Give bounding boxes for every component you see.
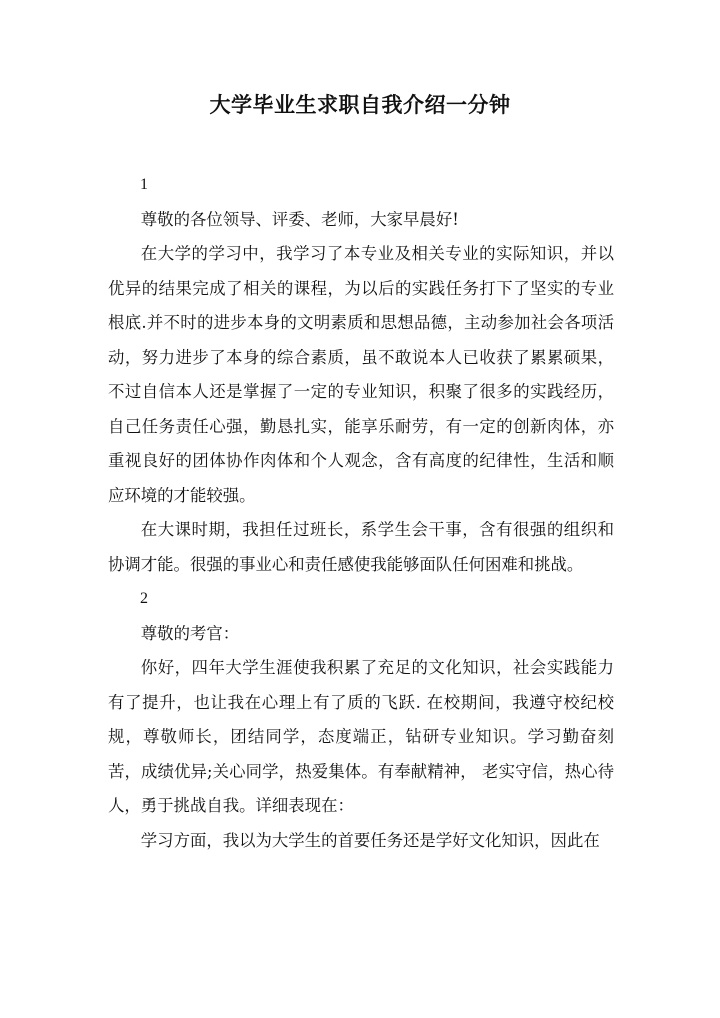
- study-paragraph: 在大学的学习中，我学习了本专业及相关专业的实际知识，并以优异的结果完成了相关的课程，为以后的实践任务打下了坚实的专业根底.并不时的进步本身的文明素质和思想品德，主动参加社会各项活动，努力进步了本身的综合素质，虽不敢说本人已收获了累累硕果，不过自信本人还是掌握了一定的专业知识，积聚了很多的实践经历，自己任务责任心强，勤恳扎实，能享乐耐劳，有一定的创新肉体，亦重视良好的团体协作肉体和个人观念，含有高度的纪律性，生活和顺应环境的才能较强。: [108, 244, 614, 505]
- document-body: [108, 168, 614, 858]
- university-summary-paragraph: 你好，四年大学生涯使我积累了充足的文化知识，社会实践能力有了提升，也让我在心理上有了质的飞跃. 在校期间，我遵守校纪校规，尊敬师长，团结同学，态度端正，钻研专业知识。学习勤奋刻苦，成绩优异;关心同学，热爱集体。有奉献精神， 老实守信，热心待人，勇于挑战自我。详细表现在：: [108, 658, 614, 815]
- leadership-paragraph: 在大课时期，我担任过班长，系学生会干事，含有很强的组织和协调才能。很强的事业心和责任感使我能够面队任何困难和挑战。: [108, 520, 614, 574]
- greeting-paragraph: 尊敬的各位领导、评委、老师，大家早晨好!: [140, 209, 459, 229]
- document-title: 大学毕业生求职自我介绍一分钟: [209, 92, 511, 117]
- section-number: 1: [140, 176, 148, 193]
- section-number: 2: [140, 590, 148, 607]
- examiner-greeting-paragraph: 尊敬的考官：: [140, 623, 240, 643]
- study-aspect-paragraph: 学习方面，我以为大学生的首要任务还是学好文化知识，因此在: [140, 830, 600, 850]
